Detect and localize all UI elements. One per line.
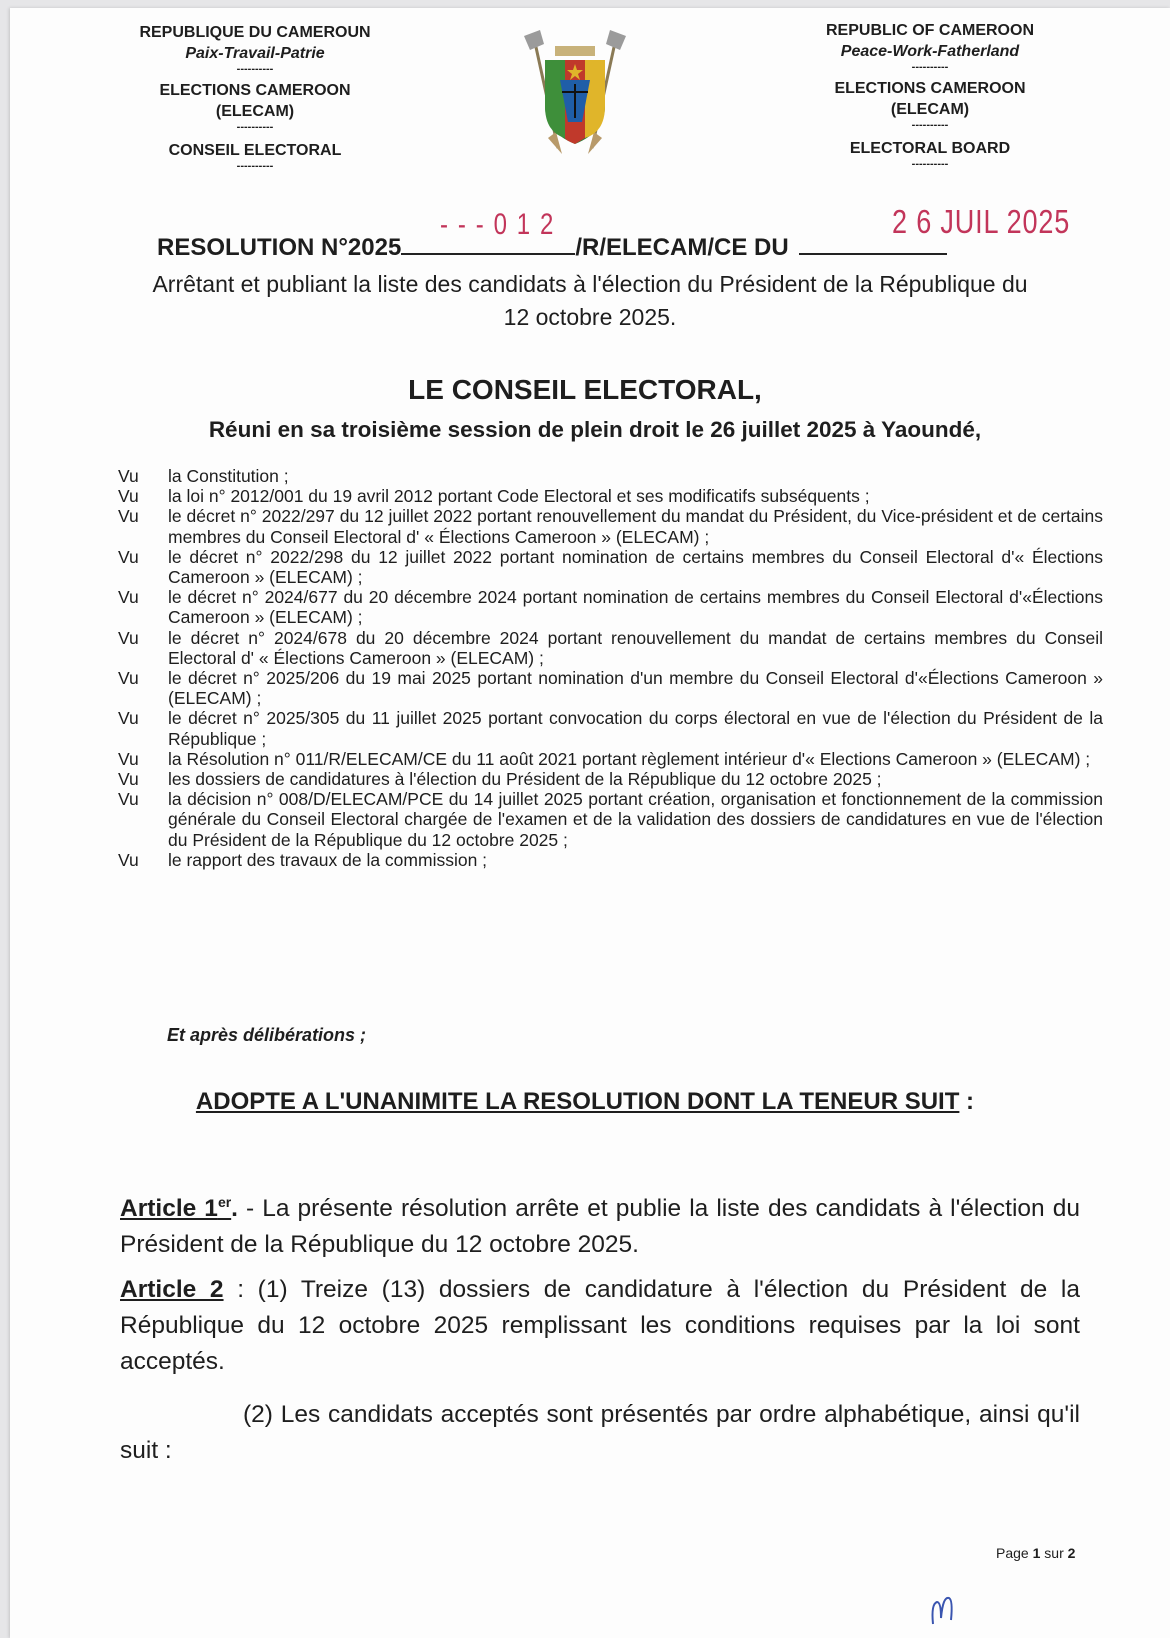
article-1-label-end: .: [231, 1195, 238, 1223]
vu-text: la décision n° 008/D/ELECAM/PCE du 14 juillet 2025 portant création, organisation et fonctionnement de la commission générale du Conseil Electoral chargée de l'examen et de la validation des dossiers de candidatures en vue de l'élection du Président de la République du 12 octobre 2025 ;: [168, 789, 1103, 850]
institution-name: ELECTIONS CAMEROON: [159, 82, 351, 99]
vu-text: les dossiers de candidatures à l'élection du Président de la République du 12 octobre 2025 ;: [168, 769, 882, 790]
motto-fr: Paix-Travail-Patrie: [185, 45, 325, 62]
vu-label: Vu: [118, 466, 139, 486]
vu-text: le décret n° 2024/677 du 20 décembre 2024 portant nomination de certains membres du Conseil Electoral d'«Élections Cameroon » (ELECAM) ;: [168, 587, 1103, 628]
article-2-text: : (1) Treize (13) dossiers de candidature à l'élection du Président de la République du 12 octobre 2025 remplissant les conditions requises par la loi sont acceptés.: [120, 1276, 1081, 1375]
article-1-label-text: Article 1: [120, 1195, 218, 1223]
motto-en: Peace-Work-Fatherland: [840, 43, 1020, 60]
country-name-fr: REPUBLIQUE DU CAMEROUN: [139, 24, 371, 41]
vu-label: Vu: [118, 748, 139, 769]
session-line: Réuni en sa troisième session de plein droit le 26 juillet 2025 à Yaoundé,: [208, 417, 982, 442]
adoption-colon: :: [959, 1088, 975, 1115]
stamp-number: - - - 0 1 2: [440, 208, 555, 241]
coat-of-arms-icon: [520, 28, 630, 158]
separator: ----------: [236, 121, 274, 133]
vu-label: Vu: [118, 789, 139, 810]
vu-item: [118, 769, 1103, 789]
page-word: Page: [996, 1545, 1029, 1561]
vu-item: [118, 749, 1103, 769]
separator: ----------: [911, 61, 949, 73]
vu-list: [118, 466, 1103, 870]
article-2-label: Article 2: [120, 1276, 224, 1303]
page-current: 1: [1032, 1545, 1041, 1561]
vu-item: [118, 789, 1103, 850]
deliberation-line: Et après délibérations ;: [167, 1025, 367, 1045]
article-1: [120, 1184, 1080, 1263]
separator: ----------: [911, 119, 949, 131]
page-of: sur: [1044, 1545, 1064, 1561]
vu-label: Vu: [118, 849, 139, 870]
article-2: [120, 1272, 1080, 1380]
board-name-fr: CONSEIL ELECTORAL: [168, 142, 342, 159]
page-total: 2: [1067, 1545, 1076, 1561]
handwritten-initials-icon: [925, 1590, 965, 1630]
vu-label: Vu: [118, 486, 139, 507]
vu-item: [118, 628, 1103, 668]
vu-text: le décret n° 2025/305 du 11 juillet 2025 portant convocation du corps électoral en vue de l'élection du Président de la République ;: [168, 708, 1103, 749]
vu-text: le rapport des travaux de la commission ;: [168, 849, 488, 870]
institution-abbr: (ELECAM): [890, 101, 970, 118]
vu-item: [118, 486, 1103, 506]
institution-name: ELECTIONS CAMEROON: [834, 80, 1026, 97]
separator: ----------: [236, 160, 274, 172]
vu-label: Vu: [118, 546, 139, 567]
date-blank-line: [799, 251, 947, 255]
vu-item: [118, 668, 1103, 708]
resolution-suffix: /R/ELECAM/CE DU: [575, 234, 789, 261]
vu-label: Vu: [118, 587, 139, 608]
vu-text: le décret n° 2022/298 du 12 juillet 2022 portant nomination de certains membres du Conseil Electoral d'« Élections Cameroon » (ELECAM) ;: [168, 546, 1103, 588]
vu-item: [118, 506, 1103, 546]
vu-item: [118, 547, 1103, 587]
article-1-sup: er: [217, 1194, 232, 1210]
separator: ----------: [236, 63, 274, 75]
vu-text: le décret n° 2022/297 du 12 juillet 2022 portant renouvellement du mandat du Président, du Vice-président et de certains membres du Conseil Electoral d' « Élections Cameroon » (ELECAM) ;: [168, 506, 1103, 547]
vu-text: la Constitution ;: [168, 466, 289, 486]
vu-item: [118, 708, 1103, 748]
resolution-subtitle: Arrêtant et publiant la liste des candidats à l'élection du Président de la République du 12 octobre 2025.: [152, 271, 1028, 330]
article-1-text: - La présente résolution arrête et publie la liste des candidats à l'élection du Président de la République du 12 octobre 2025.: [120, 1195, 1080, 1259]
article-2-paragraph-2: (2) Les candidats acceptés sont présentés par ordre alphabétique, ainsi qu'il suit :: [120, 1401, 1080, 1464]
board-name-en: ELECTORAL BOARD: [849, 140, 1011, 157]
page-number: [996, 1545, 1075, 1561]
vu-text: le décret n° 2025/206 du 19 mai 2025 portant nomination d'un membre du Conseil Electoral d'«Élections Cameroon » (ELECAM) ;: [168, 668, 1103, 709]
council-title: LE CONSEIL ELECTORAL,: [408, 374, 762, 405]
country-name-en: REPUBLIC OF CAMEROON: [826, 22, 1034, 39]
vu-label: Vu: [118, 708, 139, 729]
vu-item: [118, 466, 1103, 486]
vu-label: Vu: [118, 769, 139, 790]
vu-label: Vu: [118, 668, 139, 689]
header-right: [780, 20, 1080, 169]
adoption-heading: [0, 1088, 1170, 1116]
vu-text: le décret n° 2024/678 du 20 décembre 2024 portant renouvellement du mandat de certains membres du Conseil Electoral d' « Élections Cameroon » (ELECAM) ;: [168, 627, 1103, 668]
article-1-label: [120, 1195, 231, 1222]
institution-abbr: (ELECAM): [215, 103, 295, 120]
vu-label: Vu: [118, 627, 139, 648]
separator: ----------: [911, 158, 949, 170]
number-blank-line: [401, 251, 575, 255]
vu-item: [118, 850, 1103, 870]
header-left: [105, 22, 405, 171]
vu-label: Vu: [118, 506, 139, 527]
vu-text: la loi n° 2012/001 du 19 avril 2012 portant Code Electoral et ses modificatifs subséquents ;: [168, 486, 870, 507]
vu-item: [118, 587, 1103, 627]
resolution-prefix: RESOLUTION N°2025: [157, 234, 402, 261]
adoption-text: ADOPTE A L'UNANIMITE LA RESOLUTION DONT LA TENEUR SUIT: [195, 1088, 960, 1115]
vu-text: la Résolution n° 011/R/ELECAM/CE du 11 août 2021 portant règlement intérieur d'« Elections Cameroon » (ELECAM) ;: [168, 748, 1091, 769]
date-stamp: 2 6 JUIL 2025: [892, 203, 1071, 240]
